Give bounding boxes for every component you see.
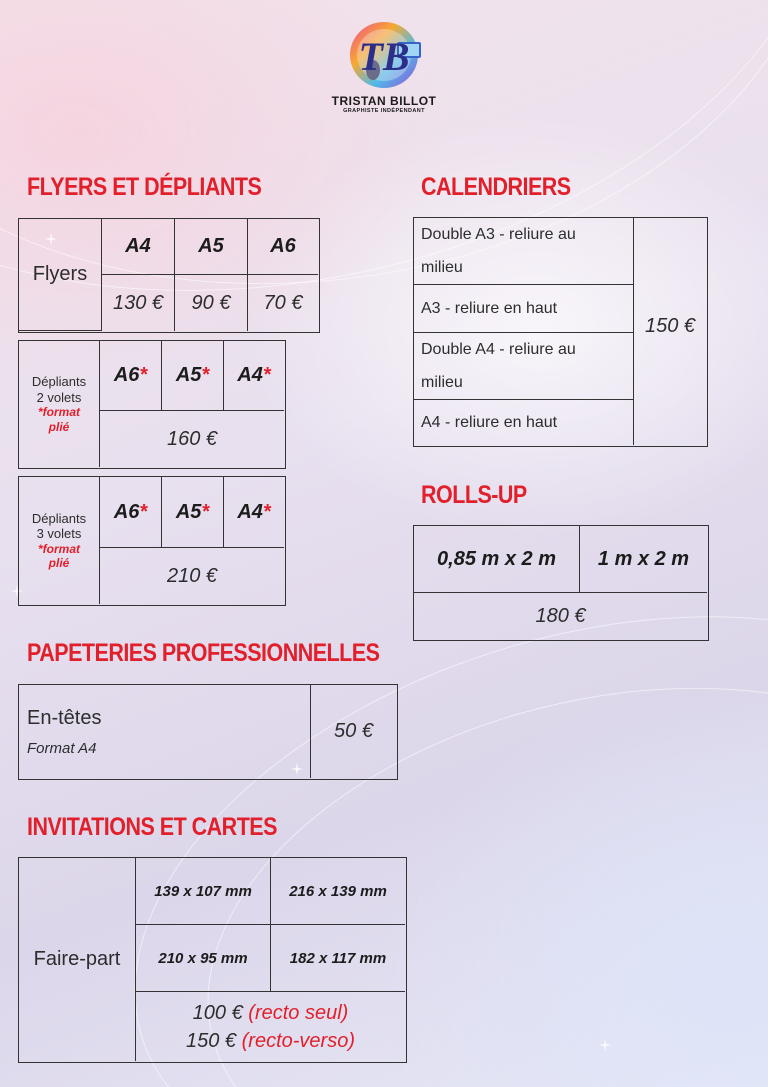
- calendar-item-line: A4 - reliure en haut: [421, 413, 558, 431]
- price-label: 160 €: [166, 427, 218, 450]
- tb-monogram-icon: [341, 18, 427, 92]
- rolls-heading: ROLLS-UP: [421, 481, 527, 509]
- format-cell: [414, 526, 580, 593]
- papeterie-item-cell: [19, 685, 311, 778]
- calendar-item: [414, 400, 634, 445]
- calendriers-table: [413, 217, 708, 447]
- format-label: A4: [237, 364, 263, 386]
- size-cell: [136, 925, 271, 992]
- papeterie-item: En-têtes: [27, 706, 102, 729]
- format-note: *format: [37, 541, 80, 556]
- size-cell: [136, 858, 271, 925]
- rolls-table: [413, 525, 709, 641]
- calendar-item-line: milieu: [421, 259, 463, 276]
- price-cell: [175, 275, 248, 331]
- calendar-item-line: milieu: [421, 374, 463, 391]
- flyers-table: [18, 218, 320, 333]
- invitations-heading: INVITATIONS ET CARTES: [27, 813, 277, 841]
- depliants-3-volets-table: [18, 476, 286, 606]
- price-cell: [414, 593, 707, 639]
- price-label: 150 €: [186, 1029, 237, 1052]
- price-label: 50 €: [334, 720, 373, 742]
- flyers-label: Flyers: [32, 263, 88, 285]
- format-cell: [175, 219, 248, 275]
- price-label: 90 €: [191, 291, 231, 314]
- format-label: A4: [125, 235, 151, 257]
- format-cell: [224, 477, 284, 548]
- invitation-label-cell: [19, 858, 136, 1061]
- price-cell: [100, 548, 284, 604]
- format-label: A5: [198, 235, 224, 257]
- calendar-item: [414, 218, 634, 285]
- price-label: 100 €: [192, 1001, 243, 1024]
- calendar-item-line: Double A3 - reliure au: [421, 226, 576, 243]
- brand-tagline: GRAPHISTE INDÉPENDANT: [343, 108, 425, 114]
- price-label: 180 €: [535, 604, 586, 627]
- asterisk: *: [139, 500, 148, 523]
- invitations-table: [18, 857, 407, 1063]
- format-note: *format: [37, 405, 80, 420]
- price-label: 70 €: [263, 291, 303, 314]
- price-label: 210 €: [166, 564, 218, 587]
- papeteries-heading: PAPETERIES PROFESSIONNELLES: [27, 639, 380, 667]
- size-label: 182 x 117 mm: [289, 949, 387, 967]
- size-cell: [271, 925, 405, 992]
- depliants-volets: 3 volets: [36, 526, 82, 542]
- price-label: 150 €: [644, 315, 696, 337]
- asterisk: *: [262, 364, 271, 386]
- format-label: 0,85 m x 2 m: [437, 547, 556, 570]
- format-cell: [224, 341, 284, 411]
- flyers-label-cell: [19, 219, 102, 331]
- size-label: 210 x 95 mm: [158, 949, 248, 967]
- papeterie-format: Format A4: [27, 739, 97, 757]
- format-label: 1 m x 2 m: [597, 547, 690, 570]
- format-label: A5: [175, 500, 202, 523]
- depliants-label: Dépliants: [31, 510, 87, 526]
- format-note: plié: [48, 419, 70, 434]
- papeteries-table: [18, 684, 398, 780]
- brand-logo: [330, 18, 438, 114]
- price-cell: [100, 411, 284, 467]
- calendar-item-line: Double A4 - reliure au: [421, 341, 576, 358]
- format-label: A4: [237, 500, 263, 523]
- asterisk: *: [201, 364, 210, 386]
- asterisk: *: [139, 364, 148, 386]
- depliants-label-cell: [19, 341, 100, 467]
- flyers-heading: FLYERS ET DÉPLIANTS: [27, 173, 262, 201]
- price-note: (recto-verso): [241, 1029, 355, 1052]
- brand-name: TRISTAN BILLOT: [331, 94, 437, 108]
- format-cell: [102, 219, 175, 275]
- format-cell: [248, 219, 318, 275]
- price-note: (recto seul): [248, 1001, 349, 1024]
- size-cell: [271, 858, 405, 925]
- price-cell: [311, 685, 396, 778]
- format-label: A6: [113, 500, 140, 523]
- size-label: 139 x 107 mm: [154, 882, 252, 900]
- depliants-label: Dépliants: [31, 374, 87, 390]
- depliants-label-cell: [19, 477, 100, 604]
- asterisk: *: [262, 500, 271, 523]
- invitation-label: Faire-part: [33, 948, 121, 970]
- calendriers-heading: CALENDRIERS: [421, 173, 571, 201]
- format-label: A6: [270, 235, 296, 257]
- asterisk: *: [201, 500, 210, 523]
- price-cell: [102, 275, 175, 331]
- sparkle-icon: [598, 1038, 612, 1052]
- price-label: 130 €: [112, 291, 164, 314]
- format-label: A5: [175, 364, 202, 386]
- format-cell: [100, 477, 162, 548]
- calendar-item: [414, 333, 634, 400]
- format-note: plié: [48, 556, 70, 571]
- format-cell: [100, 341, 162, 411]
- price-cell: [634, 218, 706, 445]
- svg-text:TB: TB: [358, 34, 410, 79]
- price-cell: [248, 275, 318, 331]
- format-cell: [162, 477, 224, 548]
- size-label: 216 x 139 mm: [289, 882, 387, 900]
- price-cell: [136, 992, 405, 1061]
- calendar-item: [414, 285, 634, 333]
- depliants-2-volets-table: [18, 340, 286, 469]
- format-cell: [162, 341, 224, 411]
- depliants-volets: 2 volets: [36, 389, 82, 405]
- format-cell: [580, 526, 707, 593]
- format-label: A6: [113, 364, 140, 386]
- calendar-item-line: A3 - reliure en haut: [421, 299, 558, 317]
